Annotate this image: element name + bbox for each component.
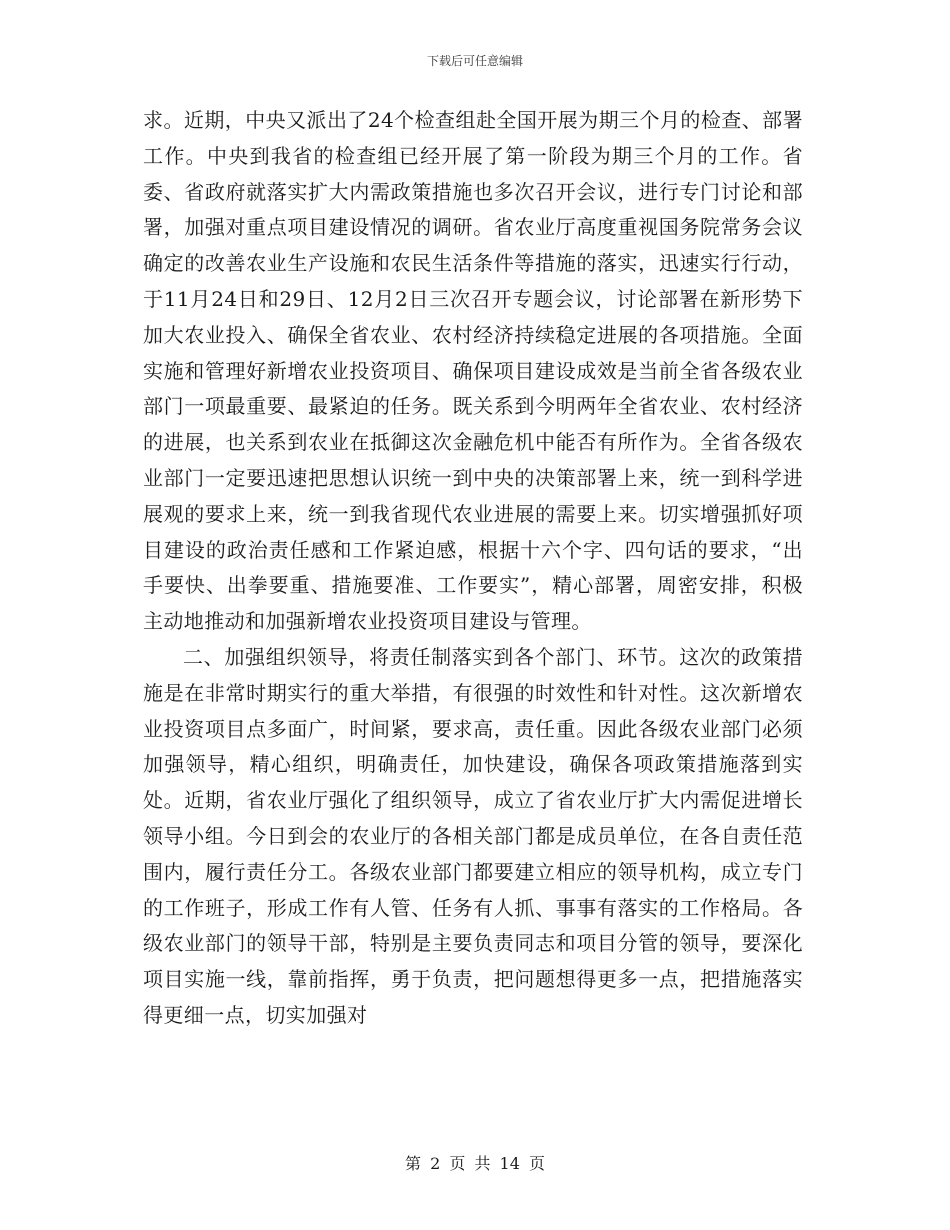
paragraph-section-two: 二、加强组织领导，将责任制落实到各个部门、环节。这次的政策措施是在非常时期实行的重大举措，有很强的时效性和针对性。这次新增农业投资项目点多面广，时间紧，要求高，责任重。因此各级农业部门必须加强领导，精心组织，明确责任，加快建设，确保各项政策措施落到实处。近期，省农业厅强化了组织领导，成立了省农业厅扩大内需促进增长领导小组。今日到会的农业厅的各相关部门都是成员单位，在各自责任范围内，履行责任分工。各级农业部门都要建立相应的领导机构，成立专门的工作班子，形成工作有人管、任务有人抓、事事有落实的工作格局。各级农业部门的领导干部，特别是主要负责同志和项目分管的领导，要深化项目实施一线，靠前指挥，勇于负责，把问题想得更多一点，把措施落实得更细一点，切实加强对	[143, 644, 803, 1027]
document-body	[143, 103, 803, 1034]
page-number-footer: 第 2 页 共 14 页	[405, 1154, 545, 1173]
page-header: 下载后可任意编辑	[426, 54, 523, 68]
paragraph-continuation: 求。近期，中央又派出了24个检查组赴全国开展为期三个月的检查、部署工作。中央到我省的检查组已经开展了第一阶段为期三个月的工作。省委、省政府就落实扩大内需政策措施也多次召开会议，进行专门讨论和部署，加强对重点项目建设情况的调研。省农业厅高度重视国务院常务会议确定的改善农业生产设施和农民生活条件等措施的落实，迅速实行行动，于11月24日和29日、12月2日三次召开专题会议，讨论部署在新形势下加大农业投入、确保全省农业、农村经济持续稳定进展的各项措施。全面实施和管理好新增农业投资项目、确保项目建设成效是当前全省各级农业部门一项最重要、最紧迫的任务。既关系到今明两年全省农业、农村经济的进展，也关系到农业在抵御这次金融危机中能否有所作为。全省各级农业部门一定要迅速把思想认识统一到中央的决策部署上来，统一到科学进展观的要求上来，统一到我省现代农业进展的需要上来。切实增强抓好项目建设的政治责任感和工作紧迫感，根据十六个字、四句话的要求，“出手要快、出拳要重、措施要准、工作要实”，精心部署，周密安排，积极主动地推动和加强新增农业投资项目建设与管理。	[143, 108, 803, 634]
